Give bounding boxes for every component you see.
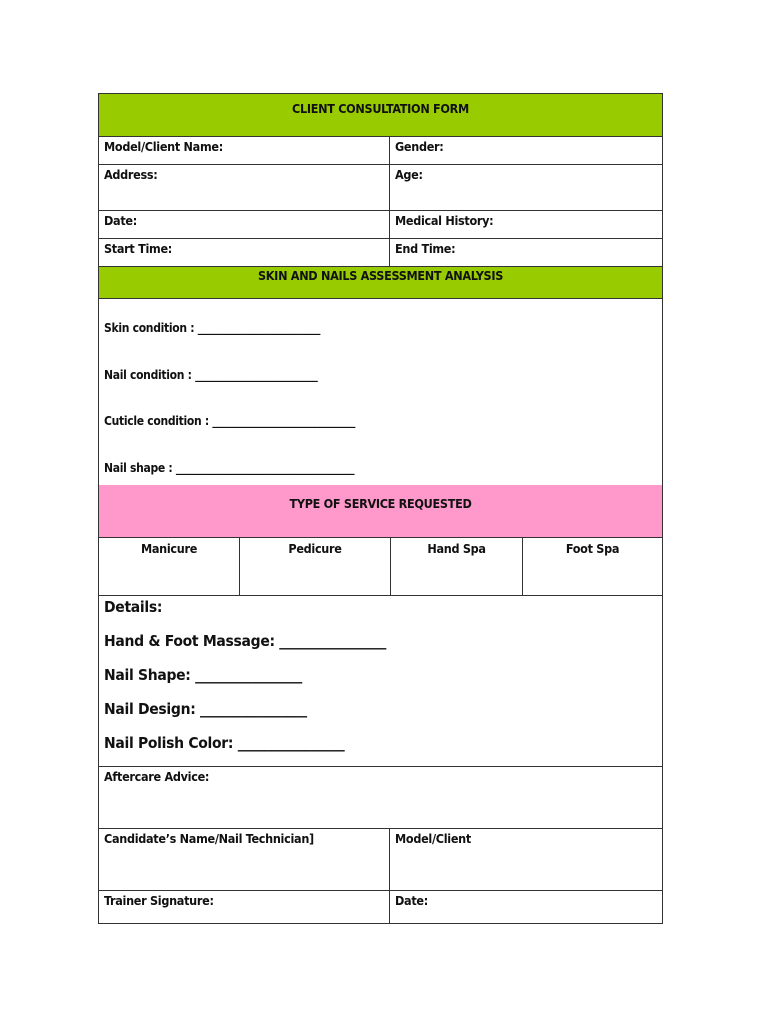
time-row [99, 238, 662, 266]
model-client-name-field[interactable]: Model/Client Name: [99, 137, 390, 164]
date-medical-row [99, 210, 662, 238]
trainer-row [99, 890, 662, 923]
aftercare-advice-field[interactable]: Aftercare Advice: [104, 769, 210, 784]
model-client-signature-field[interactable]: Model/Client [395, 831, 471, 846]
candidate-name-field[interactable]: Candidate’s Name/Nail Technician] [99, 829, 390, 890]
service-manicure[interactable]: Manicure [99, 538, 240, 595]
assessment-band [99, 266, 662, 298]
address-age-row [99, 164, 662, 210]
start-time-field[interactable]: Start Time: [99, 239, 390, 266]
gender-field[interactable]: Gender: [395, 139, 444, 154]
service-band [99, 485, 662, 537]
medical-history-field[interactable]: Medical History: [395, 213, 494, 228]
aftercare-row [99, 766, 662, 828]
signature-row [99, 828, 662, 890]
form-title-band [99, 94, 662, 136]
cuticle-condition-line[interactable]: Cuticle condition : ____________________________ [104, 414, 356, 428]
skin-condition-line[interactable]: Skin condition : ________________________ [104, 321, 321, 335]
details-section [99, 595, 662, 766]
age-field[interactable]: Age: [395, 167, 423, 182]
service-options-row [99, 537, 662, 595]
address-field[interactable]: Address: [99, 165, 390, 210]
service-foot-spa[interactable]: Foot Spa [565, 541, 620, 556]
name-gender-row [99, 136, 662, 164]
hand-foot-massage-line[interactable]: Hand & Foot Massage: ________________ [104, 632, 387, 650]
service-pedicure[interactable]: Pedicure [240, 538, 391, 595]
form-title: CLIENT CONSULTATION FORM [292, 101, 469, 116]
service-heading: TYPE OF SERVICE REQUESTED [289, 496, 472, 511]
nail-polish-color-line[interactable]: Nail Polish Color: ________________ [104, 734, 345, 752]
assessment-section [99, 298, 662, 485]
details-label: Details: [104, 598, 163, 616]
nail-shape-detail-line[interactable]: Nail Shape: ________________ [104, 666, 302, 684]
nail-design-line[interactable]: Nail Design: ________________ [104, 700, 307, 718]
nail-condition-line[interactable]: Nail condition : ________________________ [104, 368, 318, 382]
service-hand-spa[interactable]: Hand Spa [391, 538, 523, 595]
nail-shape-line[interactable]: Nail shape : ___________________________________ [104, 461, 355, 475]
assessment-heading: SKIN AND NAILS ASSESSMENT ANALYSIS [257, 268, 504, 283]
trainer-signature-field[interactable]: Trainer Signature: [99, 891, 390, 923]
date-field[interactable]: Date: [99, 211, 390, 238]
footer-date-field[interactable]: Date: [395, 893, 428, 908]
end-time-field[interactable]: End Time: [395, 241, 456, 256]
client-consultation-form [98, 93, 663, 924]
